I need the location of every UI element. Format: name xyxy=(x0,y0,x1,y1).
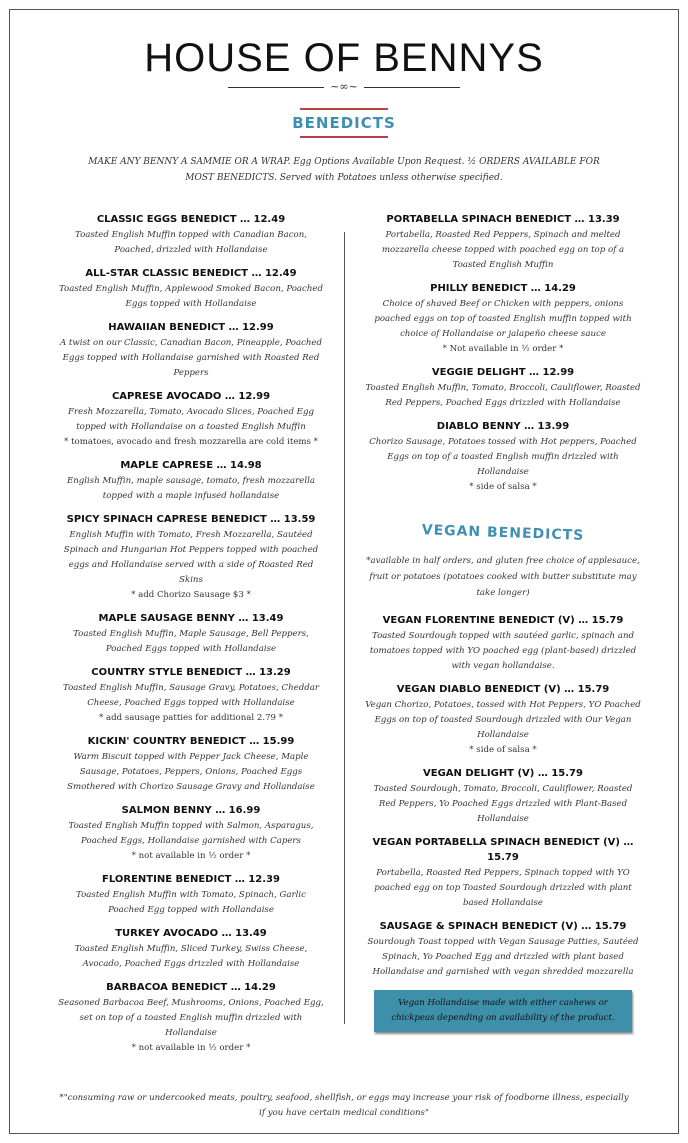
menu-item-description: Portabella, Roasted Red Peppers, Spinach topped with YO poached egg on top Toasted Sourdough drizzled with plant based Hollandaise xyxy=(374,868,632,908)
menu-item-description: Toasted English Muffin topped with Canadian Bacon, Poached, drizzled with Hollandaise xyxy=(75,230,307,255)
menu-item-description: Toasted English Muffin, Sausage Gravy, Potatoes, Cheddar Cheese, Poached Eggs topped with Hollandaise xyxy=(63,683,319,708)
menu-item-name: TURKEY AVOCADO … 13.49 xyxy=(115,928,267,939)
menu-item xyxy=(58,926,324,972)
menu-item-description: Seasoned Barbacoa Beef, Mushrooms, Onions, Poached Egg, set on top of a toasted English muffin drizzled with Hollandaise xyxy=(58,998,324,1038)
menu-item-name: VEGAN DIABLO BENEDICT (V) … 15.79 xyxy=(396,684,610,695)
menu-item xyxy=(58,872,324,918)
menu-item-name: VEGAN DELIGHT (V) … 15.79 xyxy=(423,768,583,779)
menu-item-note: * tomatoes, avocado and fresh mozzarella are cold items * xyxy=(64,437,318,447)
menu-item xyxy=(364,419,642,495)
menu-item-name: FLORENTINE BENEDICT … 12.39 xyxy=(102,874,280,885)
menu-item xyxy=(364,766,642,827)
menu-item-name: PHILLY BENEDICT … 14.29 xyxy=(430,283,576,294)
menu-item-name: PORTABELLA SPINACH BENEDICT … 13.39 xyxy=(386,214,620,225)
section-rule-top xyxy=(300,108,388,110)
menu-item-description: Portabella, Roasted Red Peppers, Spinach and melted mozzarella cheese topped with poached egg on top of a Toasted English Muffin xyxy=(381,230,625,270)
menu-item xyxy=(58,980,324,1056)
menu-item-name: VEGGIE DELIGHT … 12.99 xyxy=(431,367,575,378)
left-column xyxy=(58,212,324,1064)
menu-item-name: KICKIN' COUNTRY BENEDICT … 15.99 xyxy=(87,736,295,747)
right-column xyxy=(364,212,642,1032)
menu-item-name: SPICY SPINACH CAPRESE BENEDICT … 13.59 xyxy=(66,514,316,525)
menu-item xyxy=(58,212,324,258)
menu-item-note: * add sausage patties for additional 2.79 * xyxy=(98,713,284,723)
menu-item xyxy=(58,266,324,312)
menu-item xyxy=(58,512,324,603)
menu-item-description: Choice of shaved Beef or Chicken with peppers, onions poached eggs on top of toasted English muffin topped with choice of Hollandaise or jalapeño cheese sauce xyxy=(374,299,632,339)
intro-text: MAKE ANY BENNY A SAMMIE OR A WRAP. Egg Options Available Upon Request. ½ ORDERS AVAILABLE FOR MOST BENEDICTS. Served with Potatoes unless otherwise specified. xyxy=(88,157,600,183)
vegan-intro: *available in half orders, and gluten free choice of applesauce, fruit or potatoes (potatoes cooked with butter substitute may take longer) xyxy=(366,556,640,598)
menu-item xyxy=(58,458,324,504)
menu-item xyxy=(58,734,324,795)
menu-item xyxy=(58,389,324,450)
menu-item xyxy=(364,919,642,980)
menu-item-description: Toasted Sourdough topped with sautéed garlic, spinach and tomatoes topped with YO poached egg (plant-based) drizzled with vegan hollandaise. xyxy=(369,631,637,671)
menu-item-description: Toasted English Muffin, Sliced Turkey, Swiss Cheese, Avocado, Poached Eggs drizzled with Hollandaise xyxy=(74,944,308,969)
menu-item-name: MAPLE SAUSAGE BENNY … 13.49 xyxy=(98,613,284,624)
menu-item xyxy=(364,281,642,357)
menu-item-note: * add Chorizo Sausage $3 * xyxy=(131,590,251,600)
menu-item-name: VEGAN FLORENTINE BENEDICT (V) … 15.79 xyxy=(382,615,624,626)
menu-item xyxy=(58,320,324,381)
vegan-section-title: VEGAN BENEDICTS xyxy=(421,522,585,544)
title-ornament: ~∞~ xyxy=(324,80,364,94)
menu-item-name: BARBACOA BENEDICT … 14.29 xyxy=(106,982,276,993)
menu-item-description: Toasted English Muffin topped with Salmon, Asparagus, Poached Eggs, Hollandaise garnished with Capers xyxy=(68,821,314,846)
menu-item-description: English Muffin with Tomato, Fresh Mozzarella, Sautéed Spinach and Hungarian Hot Peppers topped with poached eggs and Hollandaise served with a side of Roasted Red Skins xyxy=(63,530,319,585)
menu-item-description: Sourdough Toast topped with Vegan Sausage Patties, Sautéed Spinach, Yo Poached Egg and drizzled with plant based Hollandaise and garnished with vegan shredded mozzarella xyxy=(367,937,639,977)
menu-item xyxy=(364,613,642,674)
menu-item-name: DIABLO BENNY … 13.99 xyxy=(436,421,570,432)
menu-item-description: Toasted English Muffin, Maple Sausage, Bell Peppers, Poached Eggs topped with Hollandaise xyxy=(73,629,309,654)
menu-item-description: Toasted Sourdough, Tomato, Broccoli, Cauliflower, Roasted Red Peppers, Yo Poached Eggs drizzled with Plant-Based Hollandaise xyxy=(373,784,633,824)
menu-item-name: SAUSAGE & SPINACH BENEDICT (V) … 15.79 xyxy=(379,921,627,932)
section-rule-bottom xyxy=(300,136,388,138)
menu-title: HOUSE OF BENNYS xyxy=(144,36,544,80)
menu-item-note: * Not available in ½ order * xyxy=(442,344,564,354)
menu-item-description: Vegan Chorizo, Potatoes, tossed with Hot Peppers, YO Poached Eggs on top of toasted Sourdough drizzled with Our Vegan Hollandaise xyxy=(365,700,641,740)
menu-item-name: SALMON BENNY … 16.99 xyxy=(121,805,261,816)
section-title-benedicts: BENEDICTS xyxy=(292,114,396,132)
menu-item-description: Fresh Mozzarella, Tomato, Avocado Slices, Poached Egg topped with Hollandaise on a toasted English Muffin xyxy=(68,407,314,432)
menu-item-note: * side of salsa * xyxy=(469,482,537,492)
menu-item xyxy=(364,682,642,758)
menu-item-name: MAPLE CAPRESE … 14.98 xyxy=(120,460,262,471)
footer-disclaimer: *"consuming raw or undercooked meats, poultry, seafood, shellfish, or eggs may increase your risk of foodborne illness, especially if you have certain medical conditions" xyxy=(59,1093,629,1118)
menu-item-description: Warm Biscuit topped with Pepper Jack Cheese, Maple Sausage, Potatoes, Peppers, Onions, Poached Eggs Smothered with Chorizo Sausage Gravy and Hollandaise xyxy=(67,752,315,792)
menu-item-note: * not available in ½ order * xyxy=(131,851,251,861)
menu-item-name: COUNTRY STYLE BENEDICT … 13.29 xyxy=(91,667,291,678)
menu-item xyxy=(58,611,324,657)
menu-item-name: CLASSIC EGGS BENEDICT … 12.49 xyxy=(96,214,286,225)
menu-item-note: * not available in ½ order * xyxy=(131,1043,251,1053)
menu-item xyxy=(364,365,642,411)
menu-item-name: VEGAN PORTABELLA SPINACH BENEDICT (V) … 15.79 xyxy=(372,837,634,863)
menu-item-description: Toasted English Muffin with Tomato, Spinach, Garlic Poached Egg topped with Hollandaise xyxy=(76,890,306,915)
right-items xyxy=(364,212,642,495)
menu-item-description: Toasted English Muffin, Applewood Smoked Bacon, Poached Eggs topped with Hollandaise xyxy=(58,284,323,309)
menu-item xyxy=(58,665,324,726)
vegan-hollandaise-callout: Vegan Hollandaise made with either cashews or chickpeas depending on availability of the product. xyxy=(374,990,632,1032)
menu-item xyxy=(364,212,642,273)
menu-item-name: CAPRESE AVOCADO … 12.99 xyxy=(111,391,271,402)
menu-item xyxy=(364,835,642,911)
menu-item-name: HAWAIIAN BENEDICT … 12.99 xyxy=(108,322,274,333)
menu-item-description: English Muffin, maple sausage, tomato, fresh mozzarella topped with a maple infused hollandaise xyxy=(66,476,315,501)
menu-item-description: A twist on our Classic, Canadian Bacon, Pineapple, Poached Eggs topped with Hollandaise garnished with Roasted Red Peppers xyxy=(59,338,323,378)
vegan-items xyxy=(364,613,642,980)
menu-item-description: Toasted English Muffin, Tomato, Broccoli, Cauliflower, Roasted Red Peppers, Poached Eggs drizzled with Hollandaise xyxy=(365,383,641,408)
menu-item xyxy=(58,803,324,864)
column-divider xyxy=(344,232,345,1024)
menu-item-note: * side of salsa * xyxy=(469,745,537,755)
menu-item-description: Chorizo Sausage, Potatoes tossed with Hot peppers, Poached Eggs on top of a toasted English muffin drizzled with Hollandaise xyxy=(369,437,637,477)
menu-item-name: ALL-STAR CLASSIC BENEDICT … 12.49 xyxy=(85,268,297,279)
